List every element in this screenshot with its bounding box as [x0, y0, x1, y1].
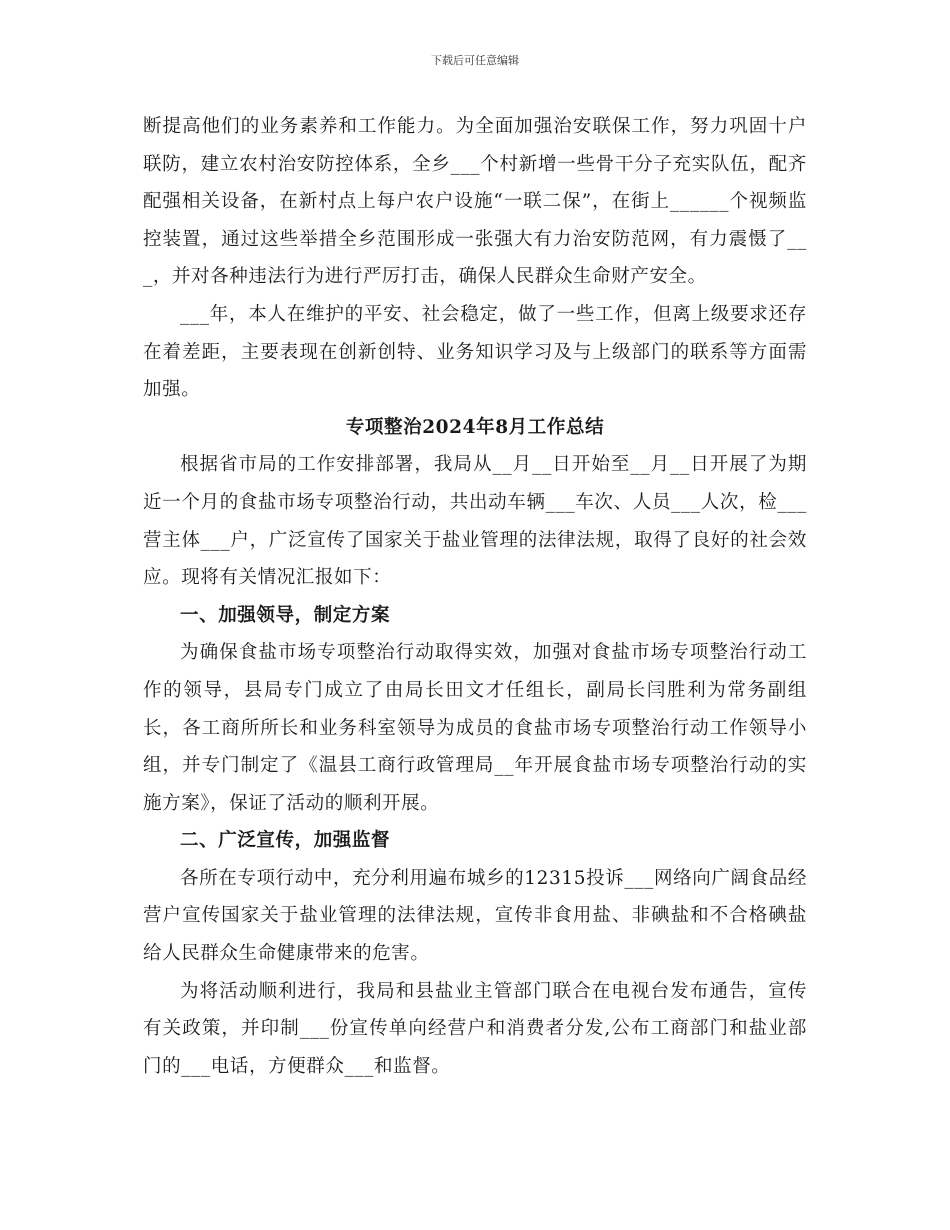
- section-1-body: 为确保食盐市场专项整治行动取得实效，加强对食盐市场专项整治行动工作的领导，县局专门成立了由局长田文才任组长，副局长闫胜利为常务副组长，各工商所所长和业务科室领导为成员的食盐市场专项整治行动工作领导小组，并专门制定了《温县工商行政管理局__年开展食盐市场专项整治行动的实施方案》，保证了活动的顺利开展。: [143, 642, 807, 814]
- section-2-body-1: 各所在专项行动中，充分利用遍布城乡的12315投诉___网络向广阔食品经营户宣传国家关于盐业管理的法律法规，宣传非食用盐、非碘盐和不合格碘盐给人民群众生命健康带来的危害。: [143, 867, 807, 965]
- document-body: [143, 108, 807, 1085]
- section-heading-2: 二、广泛宣传，加强监督: [180, 830, 391, 852]
- page-header: 下载后可任意编辑: [431, 54, 519, 67]
- paragraph-summary: ___年，本人在维护的平安、社会稳定，做了一些工作，但离上级要求还存在着差距，主要表现在创新创特、业务知识学习及与上级部门的联系等方面需加强。: [143, 303, 807, 401]
- document-title: 专项整治2024年8月工作总结: [345, 416, 605, 438]
- section-heading-1: 一、加强领导，制定方案: [180, 604, 391, 626]
- paragraph-intro: 根据省市局的工作安排部署，我局从__月__日开始至__月__日开展了为期近一个月的食盐市场专项整治行动，共出动车辆___车次、人员___人次，检___营主体___户，广泛宣传了国家关于盐业管理的法律法规，取得了良好的社会效应。现将有关情况汇报如下：: [143, 454, 807, 589]
- paragraph-continued: 断提高他们的业务素养和工作能力。为全面加强治安联保工作，努力巩固十户联防，建立农村治安防控体系，全乡___个村新增一些骨干分子充实队伍，配齐配强相关设备，在新村点上每户农户设施“一联二保”，在街上______个视频监控装置，通过这些举措全乡范围形成一张强大有力治安防范网，有力震慑了___，并对各种违法行为进行严厉打击，确保人民群众生命财产安全。: [143, 116, 807, 288]
- section-2-body-2: 为将活动顺利进行，我局和县盐业主管部门联合在电视台发布通告，宣传有关政策，并印制___份宣传单向经营户和消费者分发,公布工商部门和盐业部门的___电话，方便群众___和监督。: [143, 980, 807, 1077]
